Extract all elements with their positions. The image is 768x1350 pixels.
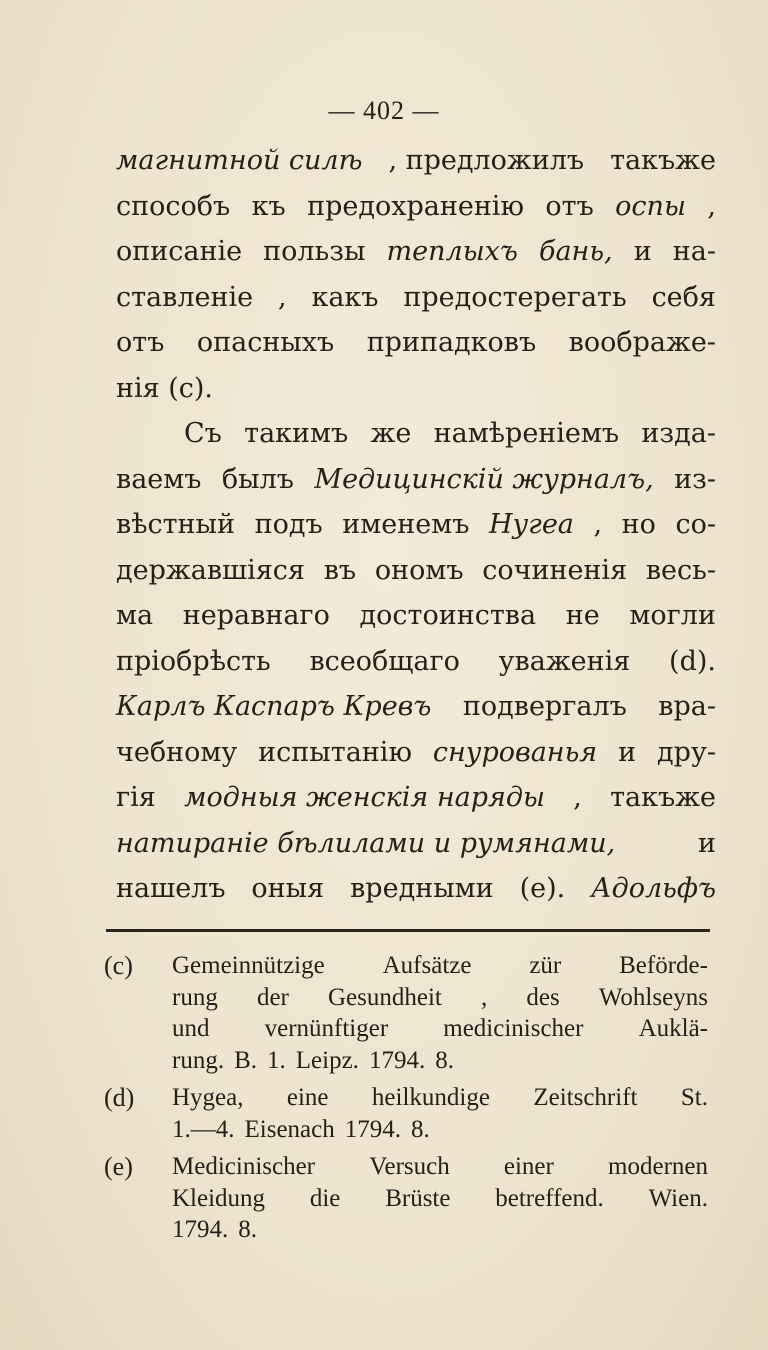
word: изда- [641,418,716,449]
word: die [309,1184,341,1212]
word: rung. [172,1046,225,1074]
word: такимъ [244,418,349,449]
word: 8. [410,1115,430,1143]
word: der [256,983,289,1011]
footnote-marker: (c) [104,951,133,980]
word: теплыхъ [386,236,518,267]
word: не [565,600,600,631]
text-line [116,775,716,821]
word: Медицинскій журналъ, [314,463,654,495]
word: , [277,281,287,313]
text-line [116,730,716,776]
word: какъ [311,281,379,313]
main-text-block [116,138,716,912]
word: heilkundige [371,1084,490,1111]
word: на- [672,236,716,267]
word: 1.—4. [172,1115,235,1143]
word: 8. [238,1216,257,1243]
word: пользы [263,236,366,267]
word: Hygea, [172,1084,244,1111]
word: eine [286,1084,329,1111]
word: неравнаго [182,600,330,631]
footnote-marker: (e) [104,1152,133,1181]
word: 8. [435,1046,454,1074]
text-line [116,411,716,457]
word: Съ [184,418,222,449]
word: нашелъ [116,873,226,904]
footnote [104,1151,708,1246]
word: такъже [610,145,716,176]
word: rung [172,983,218,1011]
word: достоинства [359,600,537,631]
word: и [618,736,637,768]
footnote-line [172,1114,708,1146]
word: весь- [645,554,716,586]
word: державшіяся [116,554,305,586]
word: ма [116,600,154,631]
word: einer [503,1153,554,1180]
word: пріобрѣсть [116,645,271,677]
word: Нугеа [488,509,574,540]
word: всеобщаго [309,645,460,677]
word: намѣреніемъ [433,418,620,449]
word: сочиненія [482,554,628,586]
footnote-line [172,1013,708,1045]
word: Leipz. [295,1046,359,1074]
word: Kleidung [172,1184,266,1212]
text-line [116,457,716,503]
word: Gesundheit [328,983,442,1011]
word: Versuch [369,1153,450,1180]
word: именемъ [342,509,470,540]
text-line [116,821,716,867]
word: zür [529,952,562,979]
word: и [633,236,652,267]
word: из- [674,463,716,495]
word: Beförde- [619,952,708,979]
word: предохраненію [307,190,524,222]
footnote-marker: (d) [104,1083,135,1112]
word: 1. [267,1046,286,1074]
word: , [481,983,488,1011]
word: des [526,983,560,1011]
word: припадковъ [366,327,537,358]
word: 1794. [172,1216,229,1243]
word: , предложилъ [388,145,585,176]
word: испытанію [258,736,412,768]
text-line [116,866,716,912]
word: Адольфъ [591,873,716,904]
word: предостерегать [403,281,627,313]
word: Zeitschrift [533,1084,638,1111]
word: , [573,782,582,813]
word: St. [680,1084,708,1111]
word: Eisenach [244,1115,335,1143]
word: vernünftiger [264,1015,389,1042]
word: дру- [657,736,716,768]
text-line [116,184,716,230]
word: снурованья [432,736,598,768]
word: и [698,827,716,859]
word: (d). [669,645,716,677]
word: Gemeinnützige [172,952,325,979]
word: со- [675,509,716,540]
word: Auklä- [638,1015,708,1042]
word: Medicinischer [172,1153,316,1180]
word: описаніе [116,236,243,267]
page-number: — 402 — [328,96,440,125]
word: B. [234,1046,258,1074]
word: способъ [116,190,231,222]
word: betreffend. [495,1184,604,1212]
footnote-line [172,950,708,982]
word: себя [651,281,716,313]
footnotes-block [104,950,708,1252]
word: подвергалъ [462,691,627,722]
text-line [116,593,716,639]
word: вредными [350,873,494,904]
text-line [116,366,716,412]
word: въ [323,554,357,586]
word: вѣстный [116,509,236,540]
word: отъ [545,190,594,222]
word: , [593,509,603,540]
text-line [116,684,716,730]
footnote [104,950,708,1076]
text-line [116,229,716,275]
text-line [116,548,716,594]
text-line [116,502,716,548]
word: бань, [538,236,613,267]
word: могли [629,600,716,631]
footnote-line [172,1082,708,1114]
word: ономъ [374,554,464,586]
word: подъ [254,509,323,540]
word: вра- [658,691,716,722]
word: чебному [116,736,238,768]
footnote-text [172,1082,708,1145]
text-line [116,320,716,366]
word: оныя [251,873,325,904]
word: Aufsätze [382,952,472,979]
footnote-divider [106,929,710,932]
word: und [172,1015,210,1042]
text-line [116,275,716,321]
footnote-line [172,982,708,1014]
word: же [370,418,412,449]
word: оспы [615,190,686,222]
word: ваемъ [116,463,202,495]
footnote-line [172,1151,708,1183]
word: но [621,509,656,540]
word: 1794. [368,1046,426,1074]
text-line [116,639,716,685]
word: былъ [221,463,294,495]
word: къ [251,190,286,222]
footnote-line [172,1214,708,1246]
word: гія [116,782,156,813]
word: модныя женскія наряды [184,782,545,813]
word: 1794. [344,1115,401,1143]
word: воображе- [568,327,716,358]
word: отъ [116,327,165,358]
word: Wien. [648,1184,708,1212]
footnote-text [172,950,708,1076]
word: medicinischer [443,1015,584,1042]
word: , [707,190,716,222]
footnote-line [172,1183,708,1215]
word: Brüste [385,1184,451,1212]
footnote [104,1082,708,1145]
word: ставленіе [116,281,254,313]
footnote-line [172,1045,708,1077]
word: Карлъ Каспаръ Кревъ [116,691,432,722]
word: уваженія [498,645,631,677]
word: Wohlseyns [598,983,708,1011]
word: такъже [610,782,716,813]
word: нія (c). [116,372,214,404]
word: опасныхъ [196,327,335,358]
word: натираніе бѣлилами и румянами, [116,827,616,859]
word: (е). [519,873,566,904]
word: магнитной силѣ [116,145,363,176]
text-line [116,138,716,184]
footnote-text [172,1151,708,1246]
word: modernen [608,1153,708,1180]
